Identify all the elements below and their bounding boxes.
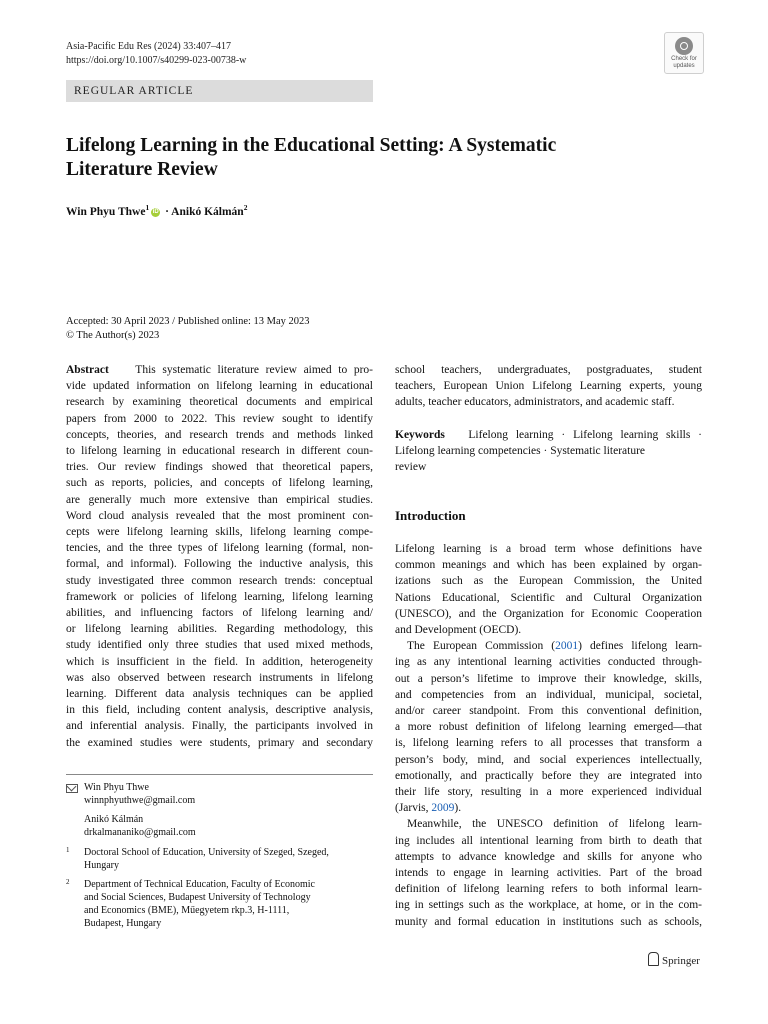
keywords-text: review	[395, 461, 427, 474]
abstract-line: study investigated three common research trends: conceptual	[66, 574, 373, 587]
intro-text: ).	[454, 802, 462, 815]
intro-line: ing in settings such as the workplace, at home, or in the com-	[395, 899, 702, 912]
doi-link[interactable]: https://doi.org/10.1007/s40299-023-00738-w	[66, 54, 247, 66]
abstract-first-line	[66, 362, 373, 378]
check-updates-icon	[675, 37, 693, 55]
abstract	[66, 362, 373, 751]
abstract-line: the examined studies were students, primary and secondary	[66, 736, 373, 749]
affiliation-line: and Economics (BME), Műegyetem rkp.3, H-1111,	[84, 905, 290, 916]
intro-line: izations such as the European Commission, the United	[395, 575, 702, 588]
intro-text: The European Commission (	[407, 640, 556, 653]
author-2-affiliation: 2	[243, 203, 248, 212]
intro-line: and/or career standpoint. From this conventional definition,	[395, 705, 702, 718]
author-separator: ·	[162, 205, 172, 218]
abstract-line: papers from 2000 to 2022. This review sought to identify	[66, 412, 373, 425]
abstract-line: was also observed between research instruments in lifelong	[66, 671, 373, 684]
abstract-line: This systematic literature review aimed to pro-	[135, 364, 374, 376]
section-heading-introduction: Introduction	[395, 508, 466, 523]
envelope-icon	[66, 784, 78, 793]
publisher-logo	[648, 952, 700, 967]
abstract-line: concepts, theories, and research trends and methods linked	[66, 428, 373, 441]
coauthor-name: Anikó Kálmán	[84, 814, 144, 825]
intro-line: emotionally, and practically before they are integrated into	[395, 769, 702, 782]
footnote-divider	[66, 774, 373, 775]
keywords-text: Lifelong learning competencies · Systematic literature	[395, 445, 646, 458]
citation-link[interactable]: 2001	[555, 640, 579, 653]
intro-line	[395, 638, 702, 654]
title-line-2: Literature Review	[66, 159, 218, 180]
check-updates-label-2: updates	[673, 63, 695, 69]
abstract-line: are generally much more extensive than empirical studies.	[66, 493, 373, 506]
journal-issue: Asia-Pacific Edu Res (2024) 33:407–417	[66, 41, 231, 52]
abstract-line: framework or policies of lifelong learning, lifelong learning	[66, 590, 373, 603]
affiliation-line: and Social Sciences, Budapest University of Technology	[84, 892, 311, 903]
intro-line: ing as any intentional learning activities conducted through-	[395, 656, 702, 669]
intro-line: and Development (OECD).	[395, 624, 522, 637]
intro-line: person’s body, mind, and social experiences intellectually,	[395, 753, 702, 766]
intro-line: common meanings and which has been explained by organ-	[395, 559, 702, 572]
keywords-label: Keywords	[395, 429, 445, 441]
accepted-published: Accepted: 30 April 2023 / Published online: 13 May 2023	[66, 316, 310, 327]
springer-horse-icon	[648, 952, 659, 966]
check-updates-label-1: Check for	[671, 56, 697, 62]
intro-text: (Jarvis,	[395, 802, 432, 815]
paper-title	[66, 134, 666, 182]
citation-link[interactable]: 2009	[431, 802, 455, 815]
abstract-line: teachers, European Union Lifelong Learning experts, young	[395, 380, 702, 393]
affiliation-line: Hungary	[84, 860, 119, 871]
author-1[interactable]: Win Phyu Thwe	[66, 205, 146, 218]
keywords-text: Lifelong learning · Lifelong learning skills ·	[468, 429, 703, 441]
abstract-line: in this field, including content analysis, descriptive analysis,	[66, 704, 373, 717]
abstract-line: which is insufficient in the field. In addition, heterogeneity	[66, 655, 373, 668]
correspondence	[66, 781, 373, 839]
author-2[interactable]: Anikó Kálmán	[171, 205, 244, 218]
intro-line: Nations Educational, Scientific and Cultural Organization	[395, 591, 702, 604]
author-1-affiliation: 1	[145, 203, 150, 212]
intro-line: attempts to advance knowledge and skills for anyone who	[395, 850, 702, 863]
abstract-continuation	[395, 362, 702, 411]
orcid-icon[interactable]: iD	[152, 208, 159, 215]
abstract-line: study identified only three studies that used mixed methods,	[66, 639, 373, 652]
abstract-line: school teachers, undergraduates, postgraduates, student	[395, 364, 702, 376]
abstract-line: vide updated information on lifelong learning in educational	[66, 380, 373, 393]
abstract-line: such as reports, policies, and concepts of lifelong learning,	[66, 477, 373, 490]
corresponding-author-name: Win Phyu Thwe	[84, 782, 149, 793]
abstract-line: to lifelong learning in educational research in different coun-	[66, 445, 373, 458]
intro-line	[395, 800, 702, 816]
intro-line: their life story, resulting in a more experienced individual	[395, 786, 702, 799]
abstract-line: learning. Different data analysis techniques can be applied	[66, 688, 373, 701]
affiliation-number: 2	[66, 878, 70, 886]
intro-text: ) defines lifelong learn-	[578, 640, 702, 653]
intro-line: a more robust definition of lifelong learning emerged—that	[395, 721, 702, 734]
intro-line: definition of lifelong learning refers to both informal learn-	[395, 883, 702, 896]
affiliation-line: Doctoral School of Education, University of Szeged, Szeged,	[84, 847, 329, 858]
introduction-body	[395, 541, 702, 930]
abstract-line: formal, and informal). Following the inductive analysis, this	[66, 558, 373, 571]
abstract-line: adults, teacher educators, administrators, and academic staff.	[395, 396, 675, 409]
intro-line: (UNESCO), and the Organization for Economic Cooperation	[395, 607, 702, 620]
intro-line: Lifelong learning is a broad term whose definitions have	[395, 543, 702, 555]
abstract-label: Abstract	[66, 364, 109, 376]
abstract-line: tencies, and the three types of lifelong learning (formal, non-	[66, 542, 373, 555]
publication-dates	[66, 315, 310, 342]
abstract-line: tries. Our review findings showed that theoretical papers,	[66, 461, 373, 474]
abstract-line: Word cloud analysis revealed that the most prominent con-	[66, 509, 373, 522]
abstract-line: research by examining theoretical documents and empirical	[66, 396, 373, 409]
intro-line: ing includes all intentional learning from birth to death that	[395, 834, 702, 847]
abstract-line: and inferential analysis. Finally, the participants involved in	[66, 720, 373, 733]
author-list	[66, 203, 247, 218]
intro-line: out a person’s lifetime to improve their knowledge, skills,	[395, 672, 702, 685]
publisher-name: Springer	[662, 955, 700, 967]
copyright: © The Author(s) 2023	[66, 329, 160, 341]
intro-line: and competencies from an individual, municipal, societal,	[395, 688, 702, 701]
title-line-1: Lifelong Learning in the Educational Setting: A Systematic	[66, 135, 557, 156]
keywords	[395, 427, 702, 476]
abstract-line: cepts were lifelong learning skills, lifelong learning compe-	[66, 526, 373, 539]
affiliation-line: Department of Technical Education, Faculty of Economic	[84, 879, 315, 890]
coauthor-email[interactable]: drkalmananiko@gmail.com	[84, 827, 196, 838]
abstract-line: or lifelong learning abilities. Regarding methodology, this	[66, 623, 373, 636]
intro-line: intends to engage in learning activities. Part of the broad	[395, 867, 702, 880]
article-type-banner: REGULAR ARTICLE	[66, 80, 373, 102]
abstract-line: abilities, and influencing factors of lifelong learning and/	[66, 607, 373, 620]
intro-line: Meanwhile, the UNESCO definition of lifelong learn-	[407, 818, 702, 831]
check-for-updates-button[interactable]	[664, 32, 704, 74]
affiliation-2	[66, 878, 373, 930]
corresponding-author-email[interactable]: winnphyuthwe@gmail.com	[84, 795, 196, 806]
affiliation-line: Budapest, Hungary	[84, 918, 162, 929]
intro-line: is, lifelong learning refers to all processes that transform a	[395, 737, 702, 750]
keywords-first-line	[395, 427, 702, 443]
affiliation-number: 1	[66, 846, 70, 854]
affiliation-1	[66, 846, 373, 872]
journal-citation	[66, 40, 246, 67]
intro-line: munity and formal education in institutions such as schools,	[395, 915, 702, 928]
